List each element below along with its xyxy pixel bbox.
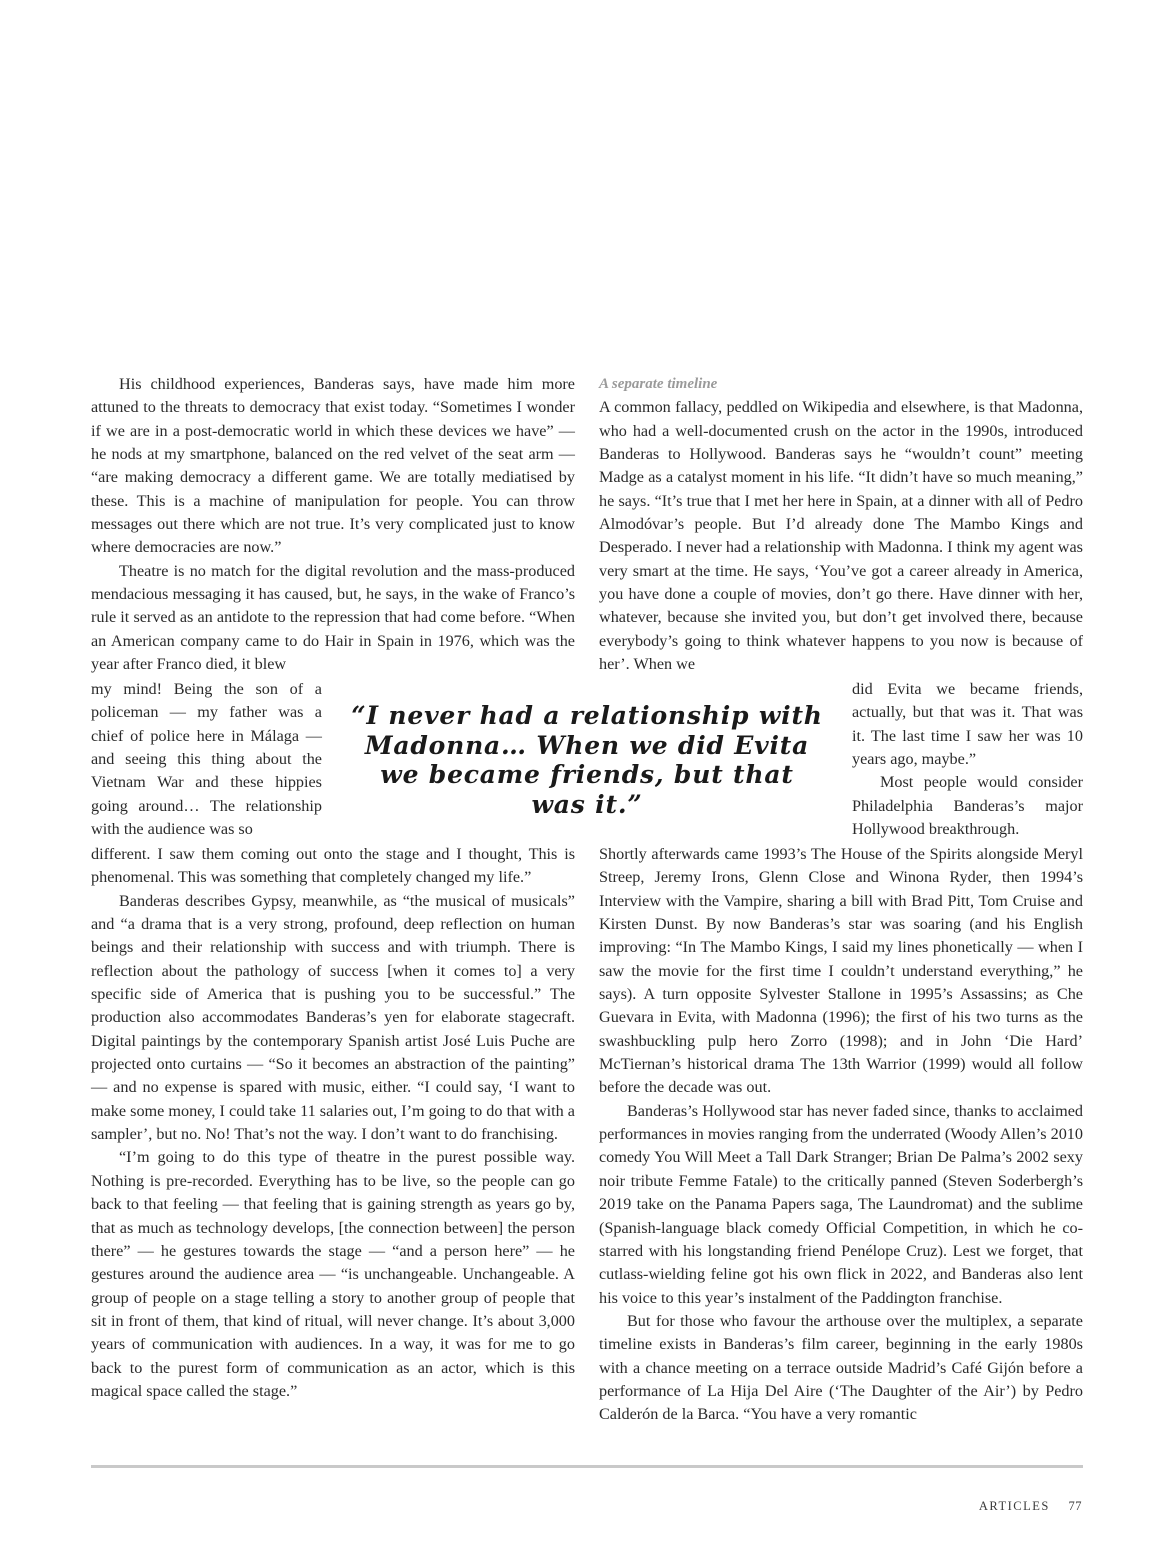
right-column xyxy=(599,373,1083,676)
section-subhead: A separate timeline xyxy=(599,376,718,392)
left-column-lower xyxy=(91,843,575,1403)
footer-section: ARTICLES xyxy=(978,1499,1050,1513)
body-paragraph: “I’m going to do this type of theatre in the purest possible way. Nothing is pre-recorded. Everything has to be live, so the people can go back to that feeling — that feeling that is gaining strength as years go by, that as much as technology develops, [the connection between] the person there” — he gestures towards the stage — “and a person here” — he gestures around the audience area — “is unchangeable. Unchangeable. A group of people on a stage telling a story to another group of people that sit in front of them, that kind of ritual, will never change. It’s about 3,000 years of communication with audiences. In a way, it was for me to go back to the purest form of communication as an actor, which is this magical space called the stage.” xyxy=(91,1148,575,1400)
right-wrap-column xyxy=(852,678,1083,841)
left-column xyxy=(91,373,575,676)
body-paragraph: A common fallacy, peddled on Wikipedia and elsewhere, is that Madonna, who had a well-documented crush on the actor in the 1990s, introduced Banderas to Hollywood. Banderas says he “wouldn’t count” meeting Madge as a catalyst moment in his life. “It didn’t have so much meaning,” he says. “It’s true that I met her here in Spain, at a dinner with all of Pedro Almodóvar’s people. But I’d already done The Mambo Kings and Desperado. I never had a relationship with Madonna. I think my agent was very smart at the time. He says, ‘You’ve got a career already in America, you have done a couple of movies, don’t go there. Have dinner with her, whatever, because she invited you, but don’t get involved there, because everybody’s going to think whatever happens to you now is because of her’. When we xyxy=(599,398,1083,674)
body-paragraph: Banderas’s Hollywood star has never faded since, thanks to acclaimed performances in movies ranging from the underrated (Woody Allen’s 2010 comedy You Will Meet a Tall Dark Stranger; Brian De Palma’s 2002 sexy noir tribute Femme Fatale) to the critically panned (Steven Soderbergh’s 2019 take on the Panama Papers saga, The Laundromat) and the sublime (Spanish-language black comedy Official Competition, in which he co-starred with his longstanding friend Penélope Cruz). Lest we forget, that cutlass-wielding feline got his own flick in 2022, and Banderas also lent his voice to this year’s instalment of the Paddington franchise. xyxy=(599,1101,1083,1307)
right-column-lower xyxy=(599,843,1083,1427)
body-paragraph: Shortly afterwards came 1993’s The House of the Spirits alongside Meryl Streep, Jeremy Irons, Glenn Close and Winona Ryder, then 1994’s Interview with the Vampire, sharing a bill with Brad Pitt, Tom Cruise and Kirsten Dunst. By now Banderas’s star was soaring (and his English improving: “In The Mambo Kings, I said my lines phonetically — when I saw the movie for the first time I couldn’t understand everything,” he says). A turn opposite Sylvester Stallone in 1995’s Assassins; as Che Guevara in Evita, with Madonna (1996); the first of his two turns as the swashbuckling pulp hero Zorro (1998); and in John ‘Die Hard’ McTiernan’s historical drama The 13th Warrior (1999) would all follow before the decade was out. xyxy=(599,845,1083,1097)
body-paragraph-wrap: Most people would consider Philadelphia Banderas’s major Hollywood breakthrough. xyxy=(852,773,1083,839)
body-paragraph: Banderas describes Gypsy, meanwhile, as “the musical of musicals” and “a drama that is a very strong, profound, deep reflection on human beings and their relationship with success and with triumph. There is reflection about the pathology of success [when it comes to] a very specific side of America that is pushing you to be successful.” The production also accommodates Banderas’s yen for elaborate stagecraft. Digital paintings by the contemporary Spanish artist José Luis Puche are projected onto curtains — “So it becomes an abstraction of the painting” — and no expense is spared with music, either. “I could say, ‘I want to make some money, I could take 11 salaries out, I’m going to do that with a sampler’, but no. No! That’s not the way. I don’t want to do franchising. xyxy=(91,891,575,1144)
footer-rule xyxy=(91,1465,1083,1468)
body-paragraph: different. I saw them coming out onto the stage and I thought, This is phenomenal. This was something that completely changed my life.” xyxy=(91,845,575,887)
left-wrap-column xyxy=(91,678,322,841)
body-paragraph-wrap: did Evita we became friends, actually, but that was it. That was it. The last time I saw her was 10 years ago, maybe.” xyxy=(852,680,1083,769)
body-paragraph-wrap: my mind! Being the son of a policeman — my father was a chief of police here in Málaga — and seeing this thing about the Vietnam War and these hippies going around… The relationship with the audience was so xyxy=(91,680,322,839)
body-paragraph: But for those who favour the arthouse over the multiplex, a separate timeline exists in Banderas’s film career, beginning in the early 1980s with a chance meeting on a terrace outside Madrid’s Café Gijón before a performance of La Hija Del Aire (‘The Daughter of the Air’) by Pedro Calderón de la Barca. “You have a very romantic xyxy=(599,1311,1083,1424)
body-paragraph: His childhood experiences, Banderas says, have made him more attuned to the threats to democracy that exist today. “Sometimes I wonder if we are in a post-democratic world in which these devices we have” — he nods at my smartphone, balanced on the red velvet of the seat arm — “are making democracy a different game. We are totally mediatised by these. This is a machine of manipulation for people. You can throw messages out there which are not true. It’s very complicated just to know where democracies are now.” xyxy=(91,375,575,557)
body-paragraph: Theatre is no match for the digital revolution and the mass-produced mendacious messaging it has caused, but, he says, in the wake of Franco’s rule it served as an antidote to the repression that had come before. “When an American company came to do Hair in Spain in 1976, which was the year after Franco died, it blew xyxy=(91,561,575,674)
page-footer xyxy=(979,1499,1082,1514)
pull-quote: “I never had a relationship with Madonna… When we did Evita we became friends, but that was it.” xyxy=(351,701,823,819)
page-number: 77 xyxy=(1068,1499,1082,1513)
